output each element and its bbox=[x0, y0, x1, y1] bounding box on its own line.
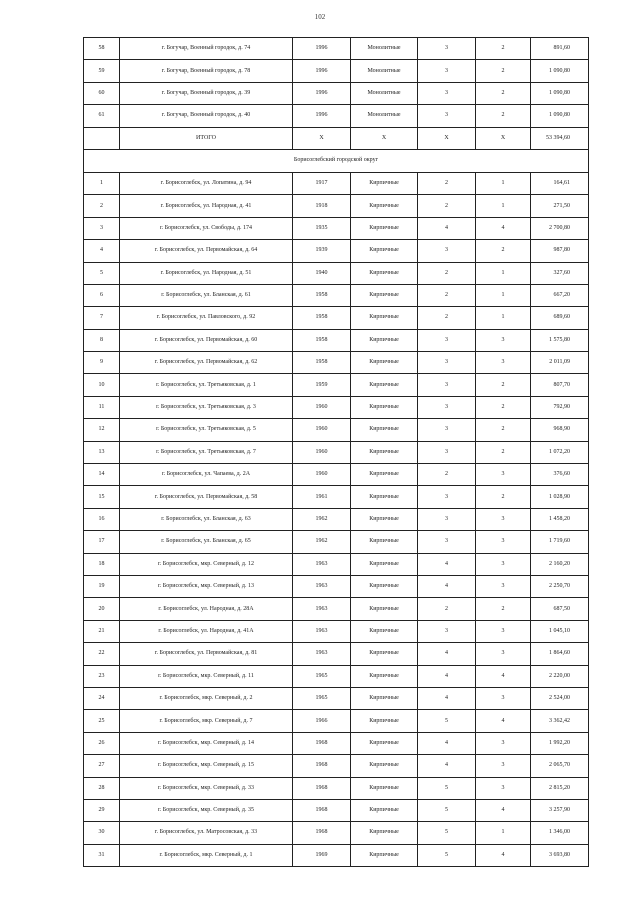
address-cell: г. Борисоглебск, мкр. Северный, д. 12 bbox=[120, 553, 293, 575]
wall-material-cell: Кирпичные bbox=[351, 710, 418, 732]
year-cell: 1958 bbox=[293, 352, 351, 374]
register-rows-after bbox=[84, 172, 589, 866]
floors-cell: 2 bbox=[418, 195, 476, 217]
wall-material-cell: Кирпичные bbox=[351, 374, 418, 396]
row-number-cell: 60 bbox=[84, 82, 120, 104]
floors-cell: 4 bbox=[418, 575, 476, 597]
wall-material-cell: Кирпичные bbox=[351, 844, 418, 866]
floors-cell: 3 bbox=[418, 352, 476, 374]
area-cell: 1 045,10 bbox=[531, 620, 589, 642]
entrances-cell: 2 bbox=[476, 105, 531, 127]
table-row bbox=[84, 82, 589, 104]
floors-cell: 3 bbox=[418, 508, 476, 530]
row-number-cell: 25 bbox=[84, 710, 120, 732]
year-cell: 1917 bbox=[293, 172, 351, 194]
address-cell: г. Богучар, Военный городок, д. 39 bbox=[120, 82, 293, 104]
entrances-cell: 2 bbox=[476, 374, 531, 396]
year-cell: 1965 bbox=[293, 687, 351, 709]
entrances-cell: 3 bbox=[476, 755, 531, 777]
wall-material-cell: Кирпичные bbox=[351, 307, 418, 329]
address-cell: г. Борисоглебск, ул. Первомайская, д. 58 bbox=[120, 486, 293, 508]
year-cell: 1968 bbox=[293, 777, 351, 799]
table-row bbox=[84, 396, 589, 418]
year-cell: 1935 bbox=[293, 217, 351, 239]
total-row bbox=[84, 127, 589, 149]
entrances-cell: 4 bbox=[476, 217, 531, 239]
entrances-cell: 3 bbox=[476, 777, 531, 799]
entrances-cell: 3 bbox=[476, 553, 531, 575]
row-number-cell: 23 bbox=[84, 665, 120, 687]
address-cell: г. Борисоглебск, ул. Третьяковская, д. 1 bbox=[120, 374, 293, 396]
wall-material-cell: Кирпичные bbox=[351, 352, 418, 374]
wall-material-cell: Кирпичные bbox=[351, 508, 418, 530]
address-cell: г. Борисоглебск, ул. Народная, д. 41А bbox=[120, 620, 293, 642]
area-cell: 689,60 bbox=[531, 307, 589, 329]
table-row bbox=[84, 284, 589, 306]
address-cell: г. Борисоглебск, ул. Бланская, д. 61 bbox=[120, 284, 293, 306]
wall-material-cell: Кирпичные bbox=[351, 598, 418, 620]
row-number-cell: 9 bbox=[84, 352, 120, 374]
address-cell: г. Борисоглебск, ул. Народная, д. 51 bbox=[120, 262, 293, 284]
year-cell: 1959 bbox=[293, 374, 351, 396]
area-cell: 792,90 bbox=[531, 396, 589, 418]
entrances-cell: 3 bbox=[476, 687, 531, 709]
row-number-cell: 26 bbox=[84, 732, 120, 754]
entrances-cell: 2 bbox=[476, 396, 531, 418]
entrances-cell: 3 bbox=[476, 620, 531, 642]
area-cell: 2 700,80 bbox=[531, 217, 589, 239]
row-number-cell: 10 bbox=[84, 374, 120, 396]
year-cell: 1960 bbox=[293, 464, 351, 486]
table-row bbox=[84, 799, 589, 821]
floors-cell: 3 bbox=[418, 60, 476, 82]
row-number-cell: 58 bbox=[84, 38, 120, 60]
wall-material-cell: Кирпичные bbox=[351, 172, 418, 194]
wall-material-cell: Кирпичные bbox=[351, 486, 418, 508]
year-cell: 1960 bbox=[293, 441, 351, 463]
table-row bbox=[84, 486, 589, 508]
row-number-cell: 19 bbox=[84, 575, 120, 597]
table-row bbox=[84, 508, 589, 530]
row-number-cell: 13 bbox=[84, 441, 120, 463]
wall-material-cell: Кирпичные bbox=[351, 575, 418, 597]
address-cell: г. Борисоглебск, ул. Народная, д. 28А bbox=[120, 598, 293, 620]
table-row bbox=[84, 598, 589, 620]
row-number-cell: 30 bbox=[84, 822, 120, 844]
entrances-cell: 4 bbox=[476, 710, 531, 732]
address-cell: г. Борисоглебск, ул. Народная, д. 41 bbox=[120, 195, 293, 217]
row-number-cell: 6 bbox=[84, 284, 120, 306]
floors-cell: 5 bbox=[418, 844, 476, 866]
row-number-cell: 14 bbox=[84, 464, 120, 486]
row-number-cell: 4 bbox=[84, 240, 120, 262]
floors-cell: 3 bbox=[418, 105, 476, 127]
floors-cell: 3 bbox=[418, 486, 476, 508]
wall-material-cell: Кирпичные bbox=[351, 665, 418, 687]
row-number-cell: 3 bbox=[84, 217, 120, 239]
row-number-cell: 31 bbox=[84, 844, 120, 866]
year-cell: 1996 bbox=[293, 38, 351, 60]
total-entrances-cell: X bbox=[476, 127, 531, 149]
floors-cell: 3 bbox=[418, 441, 476, 463]
address-cell: г. Богучар, Военный городок, д. 74 bbox=[120, 38, 293, 60]
year-cell: 1963 bbox=[293, 598, 351, 620]
table-row bbox=[84, 575, 589, 597]
address-cell: г. Богучар, Военный городок, д. 40 bbox=[120, 105, 293, 127]
wall-material-cell: Кирпичные bbox=[351, 777, 418, 799]
floors-cell: 2 bbox=[418, 598, 476, 620]
total-year-cell: X bbox=[293, 127, 351, 149]
entrances-cell: 1 bbox=[476, 172, 531, 194]
row-number-cell: 24 bbox=[84, 687, 120, 709]
housing-register-table bbox=[83, 37, 589, 867]
entrances-cell: 3 bbox=[476, 508, 531, 530]
area-cell: 1 090,80 bbox=[531, 82, 589, 104]
entrances-cell: 2 bbox=[476, 486, 531, 508]
total-floors-cell: X bbox=[418, 127, 476, 149]
table-row bbox=[84, 755, 589, 777]
entrances-cell: 3 bbox=[476, 329, 531, 351]
year-cell: 1940 bbox=[293, 262, 351, 284]
area-cell: 1 458,20 bbox=[531, 508, 589, 530]
floors-cell: 4 bbox=[418, 732, 476, 754]
entrances-cell: 2 bbox=[476, 441, 531, 463]
wall-material-cell: Кирпичные bbox=[351, 822, 418, 844]
row-number-cell: 1 bbox=[84, 172, 120, 194]
wall-material-cell: Монолитные bbox=[351, 82, 418, 104]
address-cell: г. Борисоглебск, мкр. Северный, д. 13 bbox=[120, 575, 293, 597]
table-row bbox=[84, 643, 589, 665]
address-cell: г. Борисоглебск, мкр. Северный, д. 35 bbox=[120, 799, 293, 821]
row-number-cell: 8 bbox=[84, 329, 120, 351]
register-rows-before bbox=[84, 38, 589, 128]
section-title: Борисоглебский городской округ bbox=[84, 149, 589, 172]
entrances-cell: 1 bbox=[476, 262, 531, 284]
area-cell: 271,50 bbox=[531, 195, 589, 217]
row-number-cell: 21 bbox=[84, 620, 120, 642]
table-row bbox=[84, 531, 589, 553]
table-row bbox=[84, 374, 589, 396]
row-number-cell: 12 bbox=[84, 419, 120, 441]
entrances-cell: 2 bbox=[476, 38, 531, 60]
address-cell: г. Борисоглебск, мкр. Северный, д. 1 bbox=[120, 844, 293, 866]
table-row bbox=[84, 710, 589, 732]
year-cell: 1968 bbox=[293, 822, 351, 844]
entrances-cell: 1 bbox=[476, 195, 531, 217]
floors-cell: 3 bbox=[418, 82, 476, 104]
year-cell: 1996 bbox=[293, 82, 351, 104]
table-row bbox=[84, 419, 589, 441]
area-cell: 1 028,90 bbox=[531, 486, 589, 508]
floors-cell: 4 bbox=[418, 687, 476, 709]
area-cell: 1 346,00 bbox=[531, 822, 589, 844]
wall-material-cell: Кирпичные bbox=[351, 195, 418, 217]
year-cell: 1969 bbox=[293, 844, 351, 866]
row-number-cell: 11 bbox=[84, 396, 120, 418]
entrances-cell: 3 bbox=[476, 531, 531, 553]
area-cell: 2 220,00 bbox=[531, 665, 589, 687]
year-cell: 1996 bbox=[293, 105, 351, 127]
entrances-cell: 2 bbox=[476, 82, 531, 104]
address-cell: г. Богучар, Военный городок, д. 78 bbox=[120, 60, 293, 82]
year-cell: 1958 bbox=[293, 329, 351, 351]
table-row bbox=[84, 240, 589, 262]
address-cell: г. Борисоглебск, мкр. Северный, д. 2 bbox=[120, 687, 293, 709]
row-number-cell: 2 bbox=[84, 195, 120, 217]
year-cell: 1966 bbox=[293, 710, 351, 732]
wall-material-cell: Монолитные bbox=[351, 60, 418, 82]
row-number-cell: 7 bbox=[84, 307, 120, 329]
row-number-cell: 5 bbox=[84, 262, 120, 284]
wall-material-cell: Монолитные bbox=[351, 105, 418, 127]
wall-material-cell: Кирпичные bbox=[351, 553, 418, 575]
table-row bbox=[84, 687, 589, 709]
wall-material-cell: Монолитные bbox=[351, 38, 418, 60]
wall-material-cell: Кирпичные bbox=[351, 240, 418, 262]
table-row bbox=[84, 822, 589, 844]
floors-cell: 5 bbox=[418, 777, 476, 799]
address-cell: г. Борисоглебск, ул. Первомайская, д. 81 bbox=[120, 643, 293, 665]
wall-material-cell: Кирпичные bbox=[351, 329, 418, 351]
wall-material-cell: Кирпичные bbox=[351, 755, 418, 777]
address-cell: г. Борисоглебск, мкр. Северный, д. 7 bbox=[120, 710, 293, 732]
floors-cell: 3 bbox=[418, 531, 476, 553]
year-cell: 1968 bbox=[293, 799, 351, 821]
entrances-cell: 3 bbox=[476, 575, 531, 597]
entrances-cell: 2 bbox=[476, 60, 531, 82]
year-cell: 1963 bbox=[293, 553, 351, 575]
floors-cell: 4 bbox=[418, 553, 476, 575]
wall-material-cell: Кирпичные bbox=[351, 531, 418, 553]
row-number-cell: 28 bbox=[84, 777, 120, 799]
floors-cell: 3 bbox=[418, 374, 476, 396]
table-row bbox=[84, 620, 589, 642]
floors-cell: 3 bbox=[418, 38, 476, 60]
address-cell: г. Борисоглебск, ул. Третьяковская, д. 7 bbox=[120, 441, 293, 463]
wall-material-cell: Кирпичные bbox=[351, 419, 418, 441]
year-cell: 1996 bbox=[293, 60, 351, 82]
table-row bbox=[84, 844, 589, 866]
year-cell: 1968 bbox=[293, 755, 351, 777]
row-number-cell: 59 bbox=[84, 60, 120, 82]
floors-cell: 5 bbox=[418, 799, 476, 821]
table-row bbox=[84, 262, 589, 284]
area-cell: 891,60 bbox=[531, 38, 589, 60]
entrances-cell: 3 bbox=[476, 643, 531, 665]
floors-cell: 3 bbox=[418, 240, 476, 262]
row-number-cell: 22 bbox=[84, 643, 120, 665]
area-cell: 164,61 bbox=[531, 172, 589, 194]
row-number-cell: 61 bbox=[84, 105, 120, 127]
floors-cell: 4 bbox=[418, 217, 476, 239]
entrances-cell: 2 bbox=[476, 240, 531, 262]
total-label-cell: ИТОГО bbox=[120, 127, 293, 149]
row-number-cell: 27 bbox=[84, 755, 120, 777]
floors-cell: 2 bbox=[418, 172, 476, 194]
area-cell: 987,80 bbox=[531, 240, 589, 262]
floors-cell: 5 bbox=[418, 822, 476, 844]
table-row bbox=[84, 441, 589, 463]
entrances-cell: 1 bbox=[476, 284, 531, 306]
floors-cell: 3 bbox=[418, 396, 476, 418]
year-cell: 1963 bbox=[293, 575, 351, 597]
table-row bbox=[84, 777, 589, 799]
wall-material-cell: Кирпичные bbox=[351, 217, 418, 239]
area-cell: 2 524,00 bbox=[531, 687, 589, 709]
area-cell: 807,70 bbox=[531, 374, 589, 396]
area-cell: 1 719,60 bbox=[531, 531, 589, 553]
floors-cell: 3 bbox=[418, 329, 476, 351]
wall-material-cell: Кирпичные bbox=[351, 687, 418, 709]
table-row bbox=[84, 38, 589, 60]
address-cell: г. Борисоглебск, ул. Лопатина, д. 94 bbox=[120, 172, 293, 194]
address-cell: г. Борисоглебск, мкр. Северный, д. 15 bbox=[120, 755, 293, 777]
wall-material-cell: Кирпичные bbox=[351, 284, 418, 306]
row-number-cell: 17 bbox=[84, 531, 120, 553]
floors-cell: 4 bbox=[418, 665, 476, 687]
year-cell: 1962 bbox=[293, 508, 351, 530]
address-cell: г. Борисоглебск, ул. Первомайская, д. 60 bbox=[120, 329, 293, 351]
table-row bbox=[84, 195, 589, 217]
wall-material-cell: Кирпичные bbox=[351, 262, 418, 284]
register-total bbox=[84, 127, 589, 172]
area-cell: 968,90 bbox=[531, 419, 589, 441]
year-cell: 1968 bbox=[293, 732, 351, 754]
address-cell: г. Борисоглебск, ул. Павловского, д. 92 bbox=[120, 307, 293, 329]
total-area-cell: 53 394,60 bbox=[531, 127, 589, 149]
row-number-cell: 15 bbox=[84, 486, 120, 508]
floors-cell: 5 bbox=[418, 710, 476, 732]
total-material-cell: X bbox=[351, 127, 418, 149]
address-cell: г. Борисоглебск, мкр. Северный, д. 11 bbox=[120, 665, 293, 687]
wall-material-cell: Кирпичные bbox=[351, 396, 418, 418]
area-cell: 1 992,20 bbox=[531, 732, 589, 754]
floors-cell: 2 bbox=[418, 284, 476, 306]
entrances-cell: 3 bbox=[476, 732, 531, 754]
area-cell: 3 362,42 bbox=[531, 710, 589, 732]
wall-material-cell: Кирпичные bbox=[351, 732, 418, 754]
floors-cell: 4 bbox=[418, 643, 476, 665]
year-cell: 1963 bbox=[293, 620, 351, 642]
entrances-cell: 2 bbox=[476, 598, 531, 620]
address-cell: г. Борисоглебск, ул. Третьяковская, д. 3 bbox=[120, 396, 293, 418]
page-number: 102 bbox=[314, 13, 326, 21]
wall-material-cell: Кирпичные bbox=[351, 643, 418, 665]
table-row bbox=[84, 217, 589, 239]
year-cell: 1958 bbox=[293, 284, 351, 306]
year-cell: 1960 bbox=[293, 396, 351, 418]
table-row bbox=[84, 172, 589, 194]
section-row bbox=[84, 149, 589, 172]
area-cell: 2 160,20 bbox=[531, 553, 589, 575]
floors-cell: 2 bbox=[418, 307, 476, 329]
year-cell: 1939 bbox=[293, 240, 351, 262]
year-cell: 1961 bbox=[293, 486, 351, 508]
address-cell: г. Борисоглебск, мкр. Северный, д. 14 bbox=[120, 732, 293, 754]
total-num-cell bbox=[84, 127, 120, 149]
wall-material-cell: Кирпичные bbox=[351, 799, 418, 821]
year-cell: 1962 bbox=[293, 531, 351, 553]
area-cell: 1 090,80 bbox=[531, 60, 589, 82]
area-cell: 1 072,20 bbox=[531, 441, 589, 463]
year-cell: 1918 bbox=[293, 195, 351, 217]
area-cell: 1 864,60 bbox=[531, 643, 589, 665]
year-cell: 1958 bbox=[293, 307, 351, 329]
address-cell: г. Борисоглебск, ул. Первомайская, д. 64 bbox=[120, 240, 293, 262]
address-cell: г. Борисоглебск, ул. Матросовская, д. 33 bbox=[120, 822, 293, 844]
floors-cell: 2 bbox=[418, 464, 476, 486]
area-cell: 1 090,80 bbox=[531, 105, 589, 127]
row-number-cell: 18 bbox=[84, 553, 120, 575]
year-cell: 1960 bbox=[293, 419, 351, 441]
wall-material-cell: Кирпичные bbox=[351, 441, 418, 463]
row-number-cell: 16 bbox=[84, 508, 120, 530]
table-row bbox=[84, 464, 589, 486]
table-row bbox=[84, 329, 589, 351]
address-cell: г. Борисоглебск, ул. Бланская, д. 65 bbox=[120, 531, 293, 553]
entrances-cell: 3 bbox=[476, 352, 531, 374]
area-cell: 2 011,09 bbox=[531, 352, 589, 374]
entrances-cell: 3 bbox=[476, 464, 531, 486]
floors-cell: 3 bbox=[418, 419, 476, 441]
floors-cell: 3 bbox=[418, 620, 476, 642]
area-cell: 687,50 bbox=[531, 598, 589, 620]
area-cell: 1 575,80 bbox=[531, 329, 589, 351]
entrances-cell: 4 bbox=[476, 844, 531, 866]
address-cell: г. Борисоглебск, мкр. Северный, д. 33 bbox=[120, 777, 293, 799]
area-cell: 2 250,70 bbox=[531, 575, 589, 597]
address-cell: г. Борисоглебск, ул. Свободы, д. 174 bbox=[120, 217, 293, 239]
address-cell: г. Борисоглебск, ул. Чапаева, д. 2А bbox=[120, 464, 293, 486]
table-row bbox=[84, 307, 589, 329]
row-number-cell: 20 bbox=[84, 598, 120, 620]
entrances-cell: 1 bbox=[476, 822, 531, 844]
floors-cell: 4 bbox=[418, 755, 476, 777]
area-cell: 327,60 bbox=[531, 262, 589, 284]
year-cell: 1963 bbox=[293, 643, 351, 665]
entrances-cell: 4 bbox=[476, 665, 531, 687]
table-row bbox=[84, 553, 589, 575]
table-row bbox=[84, 105, 589, 127]
floors-cell: 2 bbox=[418, 262, 476, 284]
wall-material-cell: Кирпичные bbox=[351, 464, 418, 486]
row-number-cell: 29 bbox=[84, 799, 120, 821]
entrances-cell: 2 bbox=[476, 419, 531, 441]
table-row bbox=[84, 665, 589, 687]
entrances-cell: 1 bbox=[476, 307, 531, 329]
area-cell: 3 257,90 bbox=[531, 799, 589, 821]
wall-material-cell: Кирпичные bbox=[351, 620, 418, 642]
address-cell: г. Борисоглебск, ул. Первомайская, д. 62 bbox=[120, 352, 293, 374]
area-cell: 667,20 bbox=[531, 284, 589, 306]
entrances-cell: 4 bbox=[476, 799, 531, 821]
table-row bbox=[84, 352, 589, 374]
area-cell: 3 693,80 bbox=[531, 844, 589, 866]
table-row bbox=[84, 60, 589, 82]
area-cell: 2 815,20 bbox=[531, 777, 589, 799]
table-row bbox=[84, 732, 589, 754]
address-cell: г. Борисоглебск, ул. Третьяковская, д. 5 bbox=[120, 419, 293, 441]
area-cell: 376,60 bbox=[531, 464, 589, 486]
year-cell: 1965 bbox=[293, 665, 351, 687]
area-cell: 2 065,70 bbox=[531, 755, 589, 777]
address-cell: г. Борисоглебск, ул. Бланская, д. 63 bbox=[120, 508, 293, 530]
